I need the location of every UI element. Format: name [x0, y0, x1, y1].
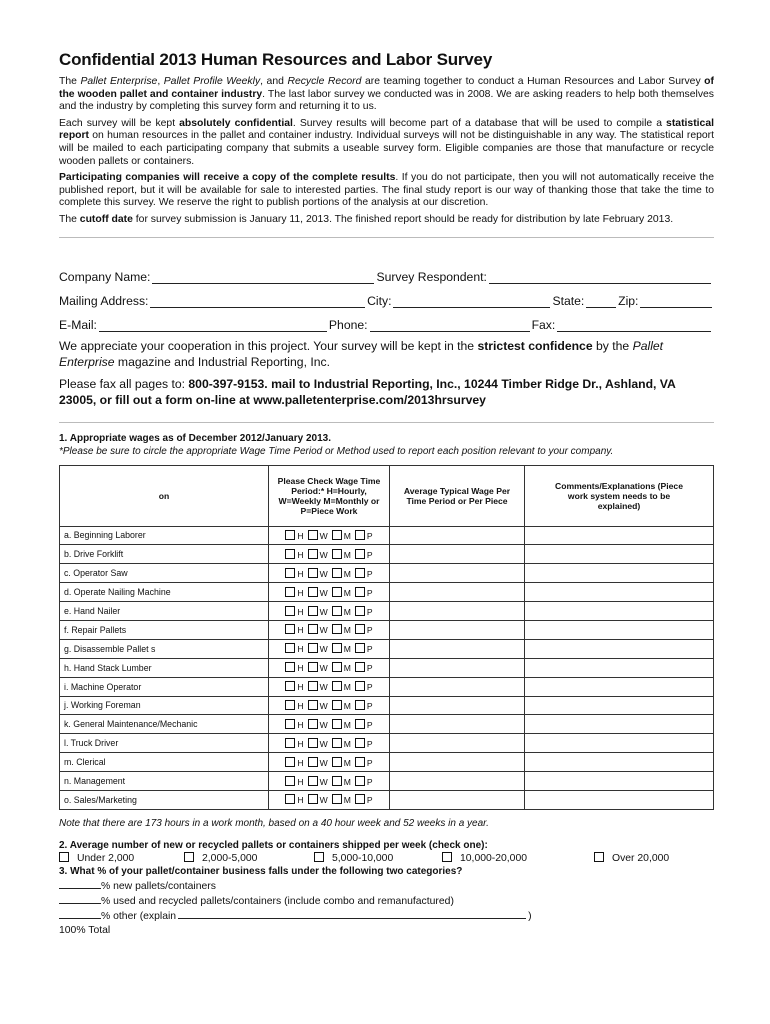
- zip-input[interactable]: [640, 295, 712, 308]
- checkbox-icon[interactable]: [332, 719, 342, 729]
- checkbox-icon[interactable]: [285, 757, 295, 767]
- checkbox-icon[interactable]: [285, 662, 295, 672]
- table-row: [60, 639, 714, 658]
- period-option[interactable]: H: [285, 624, 303, 635]
- checkbox-icon[interactable]: [355, 794, 365, 804]
- comments-input[interactable]: [525, 734, 714, 753]
- period-option[interactable]: M: [332, 643, 351, 654]
- question-1-subtitle: *Please be sure to circle the appropriate Wage Time Period or Method used to report each position relevant to your company.: [59, 445, 614, 457]
- period-option[interactable]: H: [285, 568, 303, 579]
- checkbox-icon[interactable]: [355, 757, 365, 767]
- checkbox-icon[interactable]: [285, 587, 295, 597]
- checkbox-icon[interactable]: [355, 738, 365, 748]
- position-label: h. Hand Stack Lumber: [60, 658, 269, 677]
- table-row: [60, 715, 714, 734]
- checkbox-icon[interactable]: [308, 587, 318, 597]
- comments-input[interactable]: [525, 526, 714, 545]
- period-checkboxes: [269, 658, 390, 677]
- appreciation-text: We appreciate your cooperation in this project. Your survey will be kept in the strictest confidence by the Pallet Enterprise magazine and Industrial Reporting, Inc.: [59, 338, 664, 369]
- period-option[interactable]: P: [355, 681, 373, 692]
- zip-label: Zip:: [618, 293, 639, 308]
- position-label: k. General Maintenance/Mechanic: [60, 715, 269, 734]
- period-option[interactable]: W: [308, 549, 328, 560]
- checkbox-icon[interactable]: [308, 776, 318, 786]
- q2-option[interactable]: Under 2,000: [59, 852, 184, 865]
- checkbox-icon[interactable]: [285, 719, 295, 729]
- checkbox-icon[interactable]: [355, 568, 365, 578]
- period-option[interactable]: M: [332, 719, 351, 730]
- checkbox-icon[interactable]: [355, 776, 365, 786]
- position-label: g. Disassemble Pallet s: [60, 639, 269, 658]
- period-option[interactable]: W: [308, 738, 328, 749]
- checkbox-icon[interactable]: [332, 700, 342, 710]
- period-checkboxes: [269, 526, 390, 545]
- period-option[interactable]: H: [285, 530, 303, 541]
- comments-input[interactable]: [525, 583, 714, 602]
- checkbox-icon[interactable]: [355, 530, 365, 540]
- average-wage-input[interactable]: [390, 545, 525, 564]
- comments-input[interactable]: [525, 639, 714, 658]
- checkbox-icon[interactable]: [355, 662, 365, 672]
- checkbox-icon[interactable]: [332, 757, 342, 767]
- period-checkboxes: [269, 715, 390, 734]
- period-checkboxes: [269, 753, 390, 772]
- period-option[interactable]: H: [285, 776, 303, 787]
- field-row-company: [59, 260, 714, 284]
- email-label: E-Mail:: [59, 317, 97, 332]
- period-option[interactable]: M: [332, 681, 351, 692]
- checkbox-icon[interactable]: [308, 794, 318, 804]
- checkbox-icon[interactable]: [308, 700, 318, 710]
- period-option[interactable]: P: [355, 794, 373, 805]
- checkbox-icon[interactable]: [355, 606, 365, 616]
- period-option[interactable]: P: [355, 530, 373, 541]
- divider: [59, 422, 714, 423]
- average-wage-input[interactable]: [390, 791, 525, 810]
- q3-other-input[interactable]: [59, 908, 101, 919]
- table-row: [60, 734, 714, 753]
- company-name-input[interactable]: [152, 271, 374, 284]
- comments-input[interactable]: [525, 791, 714, 810]
- phone-input[interactable]: [370, 319, 530, 332]
- period-option[interactable]: H: [285, 700, 303, 711]
- period-option[interactable]: P: [355, 662, 373, 673]
- period-option[interactable]: H: [285, 757, 303, 768]
- position-label: n. Management: [60, 772, 269, 791]
- fax-instructions: Please fax all pages to: 800-397-9153. mail to Industrial Reporting, Inc., 10244 Timber Ridge Dr., Ashland, VA 23005, or fill out a form on-line at www.palletenterprise.com/2013hrsurvey: [59, 376, 676, 407]
- q3-new-input[interactable]: [59, 878, 101, 889]
- table-row: [60, 526, 714, 545]
- question-3: [59, 878, 714, 937]
- period-option[interactable]: W: [308, 757, 328, 768]
- period-option[interactable]: P: [355, 624, 373, 635]
- table-row: [60, 545, 714, 564]
- position-label: j. Working Foreman: [60, 696, 269, 715]
- table-row: [60, 753, 714, 772]
- period-option[interactable]: H: [285, 794, 303, 805]
- comments-input[interactable]: [525, 658, 714, 677]
- header-comments: Comments/Explanations (Piece work system needs to be explained): [525, 465, 714, 526]
- comments-input[interactable]: [525, 602, 714, 621]
- table-row: [60, 602, 714, 621]
- question-2-options: [59, 852, 714, 865]
- checkbox-icon[interactable]: [285, 530, 295, 540]
- checkbox-icon[interactable]: [308, 530, 318, 540]
- header-period: Please Check Wage Time Period:* H=Hourly, W=Weekly M=Monthly or P=Piece Work: [269, 465, 390, 526]
- state-label: State:: [552, 293, 585, 308]
- question-1: [59, 433, 714, 457]
- period-option[interactable]: P: [355, 643, 373, 654]
- period-option[interactable]: W: [308, 606, 328, 617]
- period-checkboxes: [269, 639, 390, 658]
- period-checkboxes: [269, 791, 390, 810]
- phone-label: Phone:: [328, 317, 368, 332]
- checkbox-icon[interactable]: [332, 624, 342, 634]
- period-option[interactable]: M: [332, 757, 351, 768]
- period-option[interactable]: M: [332, 587, 351, 598]
- average-wage-input[interactable]: [390, 583, 525, 602]
- q2-option[interactable]: 5,000-10,000: [314, 852, 442, 865]
- position-label: l. Truck Driver: [60, 734, 269, 753]
- wages-table: [59, 465, 714, 810]
- page-title: Confidential 2013 Human Resources and Labor Survey: [59, 50, 493, 69]
- checkbox-icon[interactable]: [308, 606, 318, 616]
- q3-used-input[interactable]: [59, 893, 101, 904]
- table-row: [60, 791, 714, 810]
- q2-option[interactable]: Over 20,000: [594, 852, 714, 865]
- checkbox-icon[interactable]: [308, 719, 318, 729]
- average-wage-input[interactable]: [390, 526, 525, 545]
- period-option[interactable]: P: [355, 549, 373, 560]
- fax-input[interactable]: [557, 319, 711, 332]
- comments-input[interactable]: [525, 620, 714, 639]
- period-checkboxes: [269, 677, 390, 696]
- checkbox-icon[interactable]: [285, 549, 295, 559]
- position-label: c. Operator Saw: [60, 564, 269, 583]
- average-wage-input[interactable]: [390, 696, 525, 715]
- average-wage-input[interactable]: [390, 677, 525, 696]
- average-wage-input[interactable]: [390, 715, 525, 734]
- period-option[interactable]: H: [285, 606, 303, 617]
- survey-respondent-input[interactable]: [489, 271, 711, 284]
- period-checkboxes: [269, 583, 390, 602]
- mailing-address-label: Mailing Address:: [59, 293, 149, 308]
- period-checkboxes: [269, 602, 390, 621]
- period-checkboxes: [269, 696, 390, 715]
- comments-input[interactable]: [525, 564, 714, 583]
- checkbox-icon[interactable]: [308, 681, 318, 691]
- position-label: e. Hand Nailer: [60, 602, 269, 621]
- checkbox-icon[interactable]: [332, 587, 342, 597]
- average-wage-input[interactable]: [390, 658, 525, 677]
- period-option[interactable]: M: [332, 662, 351, 673]
- checkbox-icon[interactable]: [285, 643, 295, 653]
- average-wage-input[interactable]: [390, 620, 525, 639]
- position-label: d. Operate Nailing Machine: [60, 583, 269, 602]
- period-option[interactable]: H: [285, 719, 303, 730]
- period-checkboxes: [269, 772, 390, 791]
- checkbox-icon[interactable]: [355, 549, 365, 559]
- checkbox-icon[interactable]: [285, 738, 295, 748]
- period-checkboxes: [269, 545, 390, 564]
- checkbox-icon[interactable]: [332, 738, 342, 748]
- period-option[interactable]: H: [285, 643, 303, 654]
- period-option[interactable]: P: [355, 587, 373, 598]
- intro-paragraph-1: The Pallet Enterprise, Pallet Profile Weekly, and Recycle Record are teaming together to conduct a Human Resources and Labor Survey of the wooden pallet and container industry. The last labor survey we conducted was in 2008. We are asking readers to help both themselves and the industry by completing this survey form and returning it to us.: [59, 76, 714, 113]
- field-row-contact: [59, 308, 714, 332]
- period-option[interactable]: W: [308, 587, 328, 598]
- checkbox-icon[interactable]: [355, 700, 365, 710]
- period-option[interactable]: H: [285, 549, 303, 560]
- q3-line-other: % other (explain ): [59, 908, 714, 923]
- question-1-title: 1. Appropriate wages as of December 2012/January 2013.: [59, 432, 331, 444]
- average-wage-input[interactable]: [390, 734, 525, 753]
- table-row: [60, 658, 714, 677]
- average-wage-input[interactable]: [390, 753, 525, 772]
- checkbox-icon[interactable]: [332, 662, 342, 672]
- question-2: [59, 839, 714, 937]
- position-label: f. Repair Pallets: [60, 620, 269, 639]
- checkbox-icon[interactable]: [184, 852, 194, 862]
- period-checkboxes: [269, 734, 390, 753]
- q3-line-new: % new pallets/containers: [59, 878, 714, 893]
- checkbox-icon[interactable]: [59, 852, 69, 862]
- fax-label: Fax:: [531, 317, 556, 332]
- checkbox-icon[interactable]: [314, 852, 324, 862]
- period-option[interactable]: P: [355, 738, 373, 749]
- q2-option[interactable]: 2,000-5,000: [184, 852, 314, 865]
- checkbox-icon[interactable]: [308, 624, 318, 634]
- checkbox-icon[interactable]: [308, 643, 318, 653]
- period-option[interactable]: W: [308, 776, 328, 787]
- period-option[interactable]: W: [308, 719, 328, 730]
- comments-input[interactable]: [525, 545, 714, 564]
- header-average-wage: Average Typical Wage Per Time Period or Per Piece: [390, 465, 525, 526]
- checkbox-icon[interactable]: [285, 606, 295, 616]
- position-label: b. Drive Forklift: [60, 545, 269, 564]
- period-option[interactable]: P: [355, 568, 373, 579]
- table-row: [60, 564, 714, 583]
- checkbox-icon[interactable]: [332, 568, 342, 578]
- checkbox-icon[interactable]: [332, 606, 342, 616]
- checkbox-icon[interactable]: [285, 794, 295, 804]
- period-option[interactable]: W: [308, 624, 328, 635]
- checkbox-icon[interactable]: [308, 568, 318, 578]
- intro-paragraph-2: Each survey will be kept absolutely confidential. Survey results will become part of a database that will be used to compile a statistical report on human resources in the pallet and container industry. Individual surveys will not be distinguishable in any way. The statistical report will be mailed to each participating company that submits a useable survey form. Eligible companies are those that manufacture or recycle wooden pallets or containers.: [59, 117, 714, 167]
- hours-note: Note that there are 173 hours in a work month, based on a 40 hour week and 52 weeks in a year.: [59, 817, 489, 829]
- period-checkboxes: [269, 620, 390, 639]
- period-option[interactable]: P: [355, 700, 373, 711]
- checkbox-icon[interactable]: [285, 568, 295, 578]
- comments-input[interactable]: [525, 677, 714, 696]
- checkbox-icon[interactable]: [285, 776, 295, 786]
- divider: [59, 237, 714, 238]
- checkbox-icon[interactable]: [332, 776, 342, 786]
- question-2-title: 2. Average number of new or recycled pallets or containers shipped per week (check one):: [59, 839, 488, 851]
- period-option[interactable]: W: [308, 530, 328, 541]
- intro-paragraph-3: Participating companies will receive a copy of the complete results. If you do not participate, then you will not automatically receive the published report, but it will be available for sale to interested parties. The final study report is our way of thanking those that take the time to complete this survey. We reserve the right to publish portions of the analysis at our discretion.: [59, 172, 714, 209]
- email-input[interactable]: [99, 319, 327, 332]
- checkbox-icon[interactable]: [308, 662, 318, 672]
- period-option[interactable]: W: [308, 568, 328, 579]
- period-option[interactable]: M: [332, 549, 351, 560]
- average-wage-input[interactable]: [390, 602, 525, 621]
- header-position: on: [60, 465, 269, 526]
- period-option[interactable]: H: [285, 681, 303, 692]
- checkbox-icon[interactable]: [594, 852, 604, 862]
- comments-input[interactable]: [525, 772, 714, 791]
- q3-explain-input[interactable]: [178, 909, 526, 919]
- table-header-row: [60, 465, 714, 526]
- period-option[interactable]: W: [308, 643, 328, 654]
- checkbox-icon[interactable]: [355, 643, 365, 653]
- position-label: a. Beginning Laborer: [60, 526, 269, 545]
- checkbox-icon[interactable]: [332, 549, 342, 559]
- survey-page: [59, 50, 714, 937]
- position-label: i. Machine Operator: [60, 677, 269, 696]
- state-input[interactable]: [586, 295, 616, 308]
- comments-input[interactable]: [525, 715, 714, 734]
- checkbox-icon[interactable]: [355, 681, 365, 691]
- intro-paragraph-4: The cutoff date for survey submission is January 11, 2013. The finished report should be ready for distribution by late February 2013.: [59, 213, 674, 225]
- checkbox-icon[interactable]: [285, 681, 295, 691]
- period-option[interactable]: M: [332, 794, 351, 805]
- q3-total: 100% Total: [59, 924, 111, 936]
- period-option[interactable]: M: [332, 700, 351, 711]
- checkbox-icon[interactable]: [355, 624, 365, 634]
- checkbox-icon[interactable]: [285, 624, 295, 634]
- period-option[interactable]: W: [308, 794, 328, 805]
- table-row: [60, 772, 714, 791]
- q2-option[interactable]: 10,000-20,000: [442, 852, 594, 865]
- checkbox-icon[interactable]: [355, 587, 365, 597]
- average-wage-input[interactable]: [390, 772, 525, 791]
- position-label: o. Sales/Marketing: [60, 791, 269, 810]
- checkbox-icon[interactable]: [442, 852, 452, 862]
- period-option[interactable]: H: [285, 662, 303, 673]
- period-option[interactable]: P: [355, 719, 373, 730]
- checkbox-icon[interactable]: [308, 757, 318, 767]
- period-option[interactable]: P: [355, 757, 373, 768]
- period-option[interactable]: P: [355, 776, 373, 787]
- table-row: [60, 583, 714, 602]
- checkbox-icon[interactable]: [355, 719, 365, 729]
- checkbox-icon[interactable]: [332, 681, 342, 691]
- comments-input[interactable]: [525, 696, 714, 715]
- q3-line-used: % used and recycled pallets/containers (include combo and remanufactured): [59, 893, 714, 908]
- checkbox-icon[interactable]: [332, 643, 342, 653]
- average-wage-input[interactable]: [390, 639, 525, 658]
- city-input[interactable]: [393, 295, 550, 308]
- table-row: [60, 620, 714, 639]
- period-option[interactable]: W: [308, 681, 328, 692]
- period-option[interactable]: W: [308, 662, 328, 673]
- survey-respondent-label: Survey Respondent:: [376, 269, 487, 284]
- period-option[interactable]: M: [332, 606, 351, 617]
- checkbox-icon[interactable]: [308, 549, 318, 559]
- contact-fields: [59, 260, 714, 332]
- table-row: [60, 696, 714, 715]
- period-option[interactable]: H: [285, 587, 303, 598]
- checkbox-icon[interactable]: [308, 738, 318, 748]
- period-option[interactable]: W: [308, 700, 328, 711]
- checkbox-icon[interactable]: [332, 530, 342, 540]
- period-option[interactable]: M: [332, 568, 351, 579]
- table-row: [60, 677, 714, 696]
- company-name-label: Company Name:: [59, 269, 151, 284]
- period-option[interactable]: M: [332, 530, 351, 541]
- period-option[interactable]: M: [332, 738, 351, 749]
- period-option[interactable]: P: [355, 606, 373, 617]
- mailing-address-input[interactable]: [150, 295, 365, 308]
- position-label: m. Clerical: [60, 753, 269, 772]
- checkbox-icon[interactable]: [285, 700, 295, 710]
- average-wage-input[interactable]: [390, 564, 525, 583]
- checkbox-icon[interactable]: [332, 794, 342, 804]
- period-option[interactable]: M: [332, 776, 351, 787]
- period-option[interactable]: M: [332, 624, 351, 635]
- period-checkboxes: [269, 564, 390, 583]
- period-option[interactable]: H: [285, 738, 303, 749]
- question-3-title: 3. What % of your pallet/container business falls under the following two categories?: [59, 865, 463, 877]
- city-label: City:: [367, 293, 392, 308]
- comments-input[interactable]: [525, 753, 714, 772]
- field-row-address: [59, 284, 714, 308]
